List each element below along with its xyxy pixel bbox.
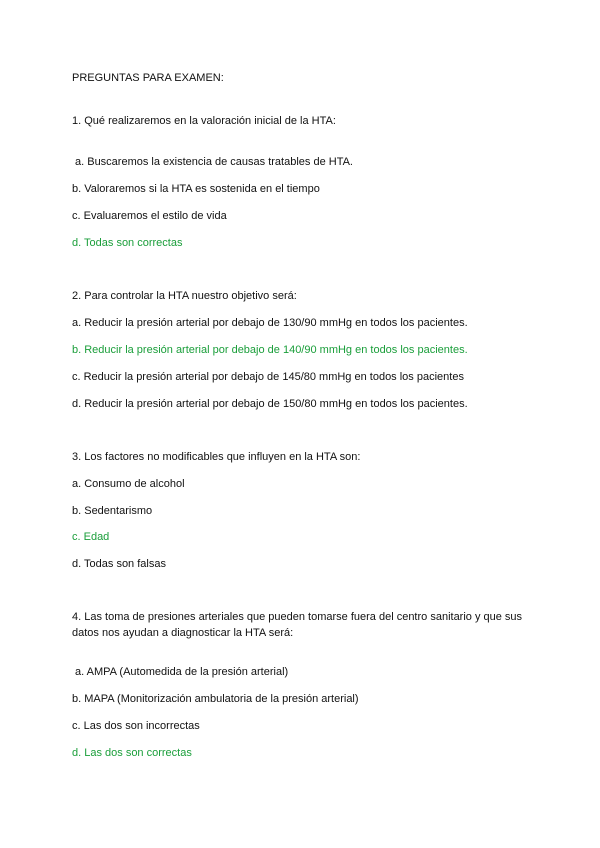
- q2-option-d: d. Reducir la presión arterial por debajo de 150/80 mmHg en todos los pacientes.: [72, 398, 468, 410]
- q3-option-a: a. Consumo de alcohol: [72, 478, 185, 490]
- q4-option-d-correct: d. Las dos son correctas: [72, 747, 192, 759]
- q1-option-a: a. Buscaremos la existencia de causas tratables de HTA.: [75, 156, 353, 168]
- question-1: 1. Qué realizaremos en la valoración inicial de la HTA:: [72, 115, 336, 127]
- q1-option-d-correct: d. Todas son correctas: [72, 237, 183, 249]
- q3-option-c-correct: c. Edad: [72, 531, 110, 543]
- q2-option-a: a. Reducir la presión arterial por debajo de 130/90 mmHg en todos los pacientes.: [72, 317, 468, 329]
- q1-option-c: c. Evaluaremos el estilo de vida: [72, 210, 227, 222]
- question-4-line-2: datos nos ayudan a diagnosticar la HTA será:: [72, 627, 294, 639]
- q4-option-a: a. AMPA (Automedida de la presión arterial): [75, 666, 289, 678]
- q2-option-b-correct: b. Reducir la presión arterial por debajo de 140/90 mmHg en todos los pacientes.: [72, 344, 468, 356]
- page-title: PREGUNTAS PARA EXAMEN:: [72, 72, 224, 84]
- q4-option-c: c. Las dos son incorrectas: [72, 720, 200, 732]
- question-3: 3. Los factores no modificables que influyen en la HTA son:: [72, 451, 361, 463]
- q4-option-b: b. MAPA (Monitorización ambulatoria de la presión arterial): [72, 693, 359, 705]
- q2-option-c: c. Reducir la presión arterial por debajo de 145/80 mmHg en todos los pacientes: [72, 371, 464, 383]
- q3-option-b: b. Sedentarismo: [72, 505, 153, 517]
- question-2: 2. Para controlar la HTA nuestro objetivo será:: [72, 290, 297, 302]
- question-4-line-1: 4. Las toma de presiones arteriales que pueden tomarse fuera del centro sanitario y que sus: [72, 611, 523, 623]
- q3-option-d: d. Todas son falsas: [72, 558, 166, 570]
- q1-option-b: b. Valoraremos si la HTA es sostenida en el tiempo: [72, 183, 320, 195]
